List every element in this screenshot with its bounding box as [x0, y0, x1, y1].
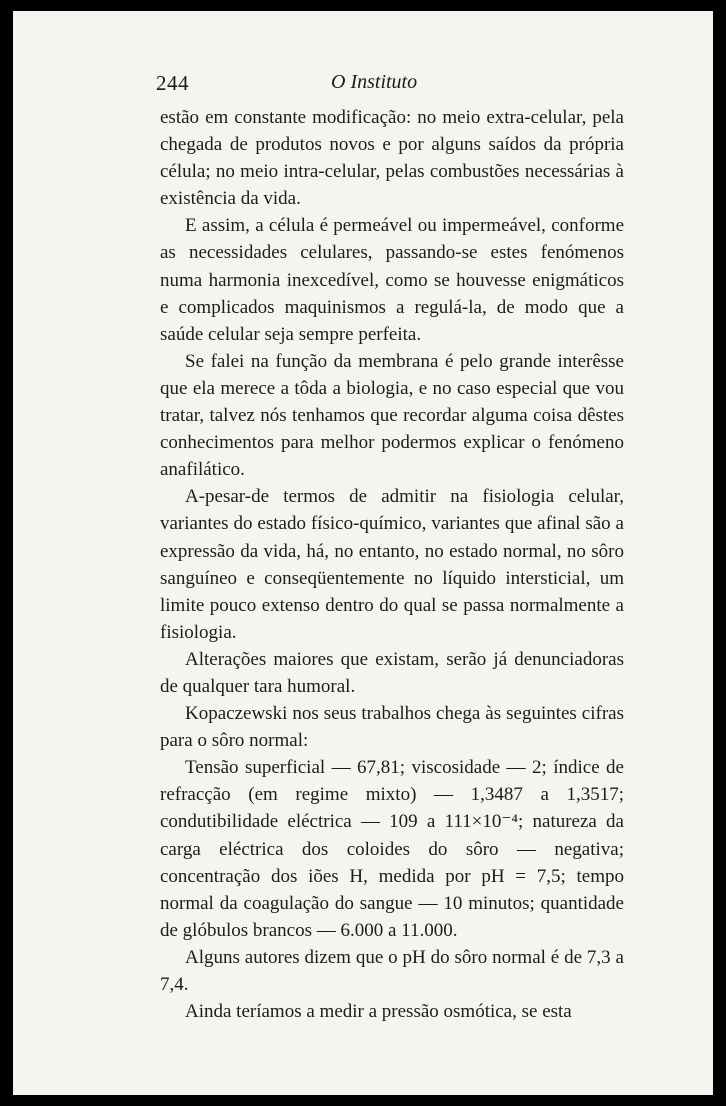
paragraph: estão em constante modificação: no meio extra-celular, pela chegada de produtos novos e por alguns saídos da própria célula; no meio intra-celular, pelas combustões necessárias à existência da vida. — [160, 107, 624, 210]
paragraph: E assim, a célula é permeável ou impermeável, conforme as necessidades celulares, passando-se estes fenómenos numa harmonia inexcedível, como se houvesse enigmáticos e complicados maquinismos a regulá-la, de modo que a saúde celular seja sempre perfeita. — [160, 215, 624, 345]
book-page — [13, 11, 713, 1095]
paragraph: Ainda teríamos a medir a pressão osmótica, se esta — [185, 1001, 572, 1023]
paragraph: Alterações maiores que existam, serão já denunciadoras de qualquer tara humoral. — [160, 648, 624, 697]
journal-title: O Instituto — [331, 71, 418, 93]
page-number: 244 — [156, 71, 189, 95]
body-text — [160, 104, 624, 1025]
paragraph: Kopaczewski nos seus trabalhos chega às seguintes cifras para o sôro normal: — [160, 703, 624, 752]
paragraph: Tensão superficial — 67,81; viscosidade — 2; índice de refracção (em regime mixto) — 1,3487 a 1,3517; condutibilidade eléctrica — 109 a 111×10⁻⁴; natureza da carga eléctrica dos coloides do sôro — negativa; concentração dos iões H, medida por pH = 7,5; tempo normal da coagulação do sangue — 10 minutos; quantidade de glóbulos brancos — 6.000 a 11.000. — [160, 757, 624, 941]
paragraph: A-pesar-de termos de admitir na fisiologia celular, variantes do estado físico-químico, variantes que afinal são a expressão da vida, há, no entanto, no estado normal, no sôro sanguíneo e conseqüentemente no líquido intersticial, um limite pouco extenso dentro do qual se passa normalmente a fisiologia. — [160, 486, 624, 643]
paragraph: Se falei na função da membrana é pelo grande interêsse que ela merece a tôda a biologia, e no caso especial que vou tratar, talvez nós tenhamos que recordar alguma coisa dêstes conhecimentos para melhor podermos explicar o fenómeno anafilático. — [160, 350, 624, 481]
paragraph: Alguns autores dizem que o pH do sôro normal é de 7,3 a 7,4. — [160, 946, 624, 995]
running-head — [13, 71, 713, 101]
